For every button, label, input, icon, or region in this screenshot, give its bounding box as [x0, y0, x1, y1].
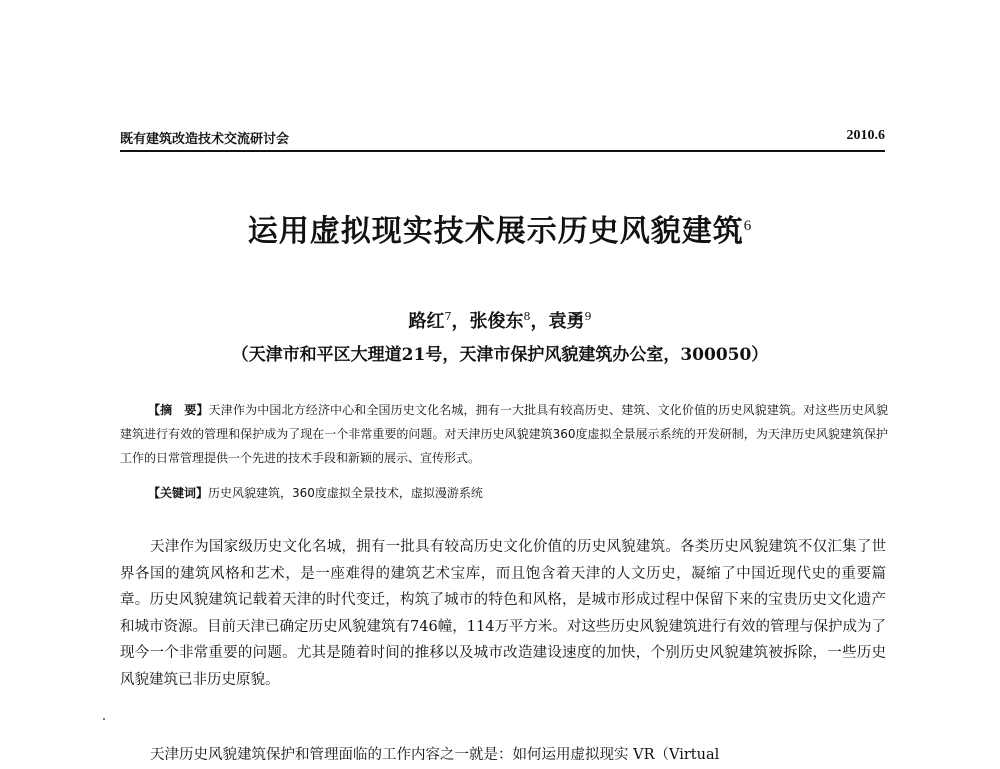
body-paragraph: 天津历史风貌建筑保护和管理面临的工作内容之一就是：如何运用虚拟现实 VR（Virtual: [150, 747, 720, 763]
keywords-label: 【关键词】: [148, 486, 209, 500]
running-header: [120, 128, 885, 152]
author-list: [0, 307, 1000, 333]
abstract-text: 天津作为中国北方经济中心和全国历史文化名城，拥有一大批具有较高历史、建筑、文化价值的历史风貌建筑。对这些历史风貌建筑进行有效的管理和保护成为了现在一个非常重要的问题。对天津历史风貌建筑360度虚拟全景展示系统的开发研制，为天津历史风貌建筑保护工作的日常管理提供一个先进的技术手段和新颖的展示、宣传形式。: [120, 403, 888, 465]
paper-title: [0, 206, 1000, 250]
author-footnote-mark: 8: [523, 310, 531, 323]
scan-speck: [103, 718, 105, 720]
keywords: [120, 482, 888, 504]
author-footnote-mark: 7: [444, 310, 452, 323]
issue-date: 2010.6: [846, 128, 885, 143]
abstract-label: 【摘 要】: [148, 403, 209, 417]
author-name: 张俊东: [469, 311, 524, 332]
keywords-text: 历史风貌建筑，360度虚拟全景技术，虚拟漫游系统: [208, 486, 483, 500]
author-name: 路红: [408, 311, 445, 332]
abstract: [120, 398, 888, 470]
title-text: 运用虚拟现实技术展示历史风貌建筑: [247, 214, 744, 249]
affiliation: （天津市和平区大理道21号，天津市保护风貌建筑办公室，300050）: [231, 345, 769, 365]
author-separator: ，: [530, 311, 549, 332]
author-separator: ，: [451, 311, 470, 332]
conference-name: 既有建筑改造技术交流研讨会: [120, 132, 290, 147]
body-paragraph: 天津作为国家级历史文化名城，拥有一批具有较高历史文化价值的历史风貌建筑。各类历史风貌建筑不仅汇集了世界各国的建筑风格和艺术，是一座难得的建筑艺术宝库，而且饱含着天津的人文历史，凝缩了中国近现代史的重要篇章。历史风貌建筑记载着天津的时代变迁，构筑了城市的特色和风格，是城市形成过程中保留下来的宝贵历史文化遗产和城市资源。目前天津已确定历史风貌建筑有746幢，114万平方米。对这些历史风貌建筑进行有效的管理与保护成为了现今一个非常重要的问题。尤其是随着时间的推移以及城市改造建设速度的加快，个别历史风貌建筑被拆除，一些历史风貌建筑已非历史原貌。: [120, 539, 886, 688]
title-footnote-mark: 6: [743, 218, 753, 234]
author-name: 袁勇: [548, 311, 585, 332]
author-footnote-mark: 9: [584, 310, 592, 323]
